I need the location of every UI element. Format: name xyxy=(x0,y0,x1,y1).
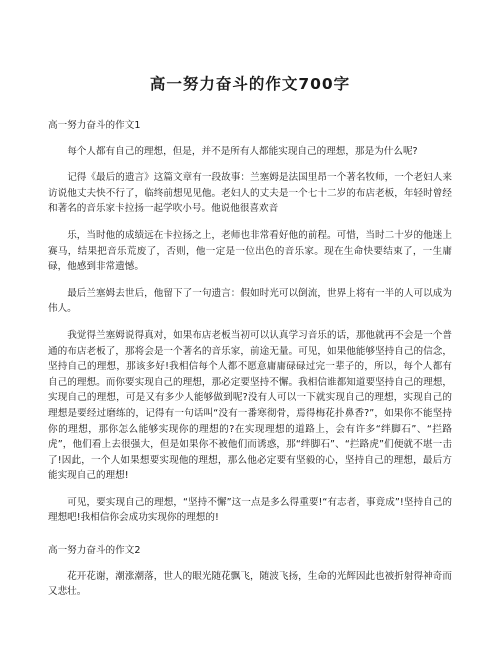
document-title: 高一努力奋斗的作文700字 xyxy=(149,75,351,93)
paragraph: 记得《最后的遗言》这篇文章有一段故事：兰塞姆是法国里昂一个著名牧师，一个老妇人来访说他丈夫快不行了，临终前想见见他。老妇人的丈夫是一个七十二岁的布店老板，年轻时曾经和著名的音乐家卡拉扬一起学吹小号。他说他很喜欢音 xyxy=(48,172,452,215)
paragraph: 乐，当时他的成绩远在卡拉扬之上，老师也非常看好他的前程。可惜，当时二十岁的他迷上赛马，结果把音乐荒废了，否则，他一定是一位出色的音乐家。现在生命快要结束了，一生庸碌，他感到非常遗憾。 xyxy=(48,229,452,273)
paragraph: 最后兰塞姆去世后，他留下了一句遗言：假如时光可以倒流，世界上将有一半的人可以成为伟人。 xyxy=(48,287,452,315)
paragraph: 花开花谢，潮涨潮落，世人的眼光随花飘飞，随波飞扬，生命的光辉因此也被折射得神奇而又悲壮。 xyxy=(48,570,452,598)
section-subtitle: 高一努力奋斗的作文2 xyxy=(48,545,141,557)
paragraph: 可见，要实现自己的理想，“坚持不懈”这一点是多么得重要!“有志者，事竟成”!坚持自己的理想吧!我相信你会成功实现你的理想的! xyxy=(48,496,452,524)
section-subtitle: 高一努力奋斗的作文1 xyxy=(48,120,141,131)
paragraph: 我觉得兰塞姆说得真对，如果布店老板当初可以认真学习音乐的话，那他就再不会是一个普通的布店老板了，那将会是一个著名的音乐家，前途无量。可见，如果他能够坚持自己的信念，坚持自己的理想，那该多好!我相信每个人都不愿意庸庸碌碌过完一辈子的，所以，每个人都有自己的理想。而你要实现自己的理想，那必定要坚持不懈。我相信谁都知道要坚持自己的理想，实现自己的理想，可是又有多少人能够做到呢?没有人可以一下就实现自己的理想，实现自己的理想是要经过磨练的，记得有一句话叫“没有一番寒彻骨，焉得梅花扑鼻香?”，如果你不能坚持你的理想，那你怎么能够实现你的理想的?在实现理想的道路上，会有许多“绊脚石”、“拦路虎”，他们看上去很强大，但是如果你不被他们而诱惑，那“绊脚石”、“拦路虎”们便就不堪一击了!因此，一个人如果想要实现他的理想，那么他必定要有坚毅的心，坚持自己的理想，最后方能实现自己的理想! xyxy=(48,329,452,482)
paragraph: 每个人都有自己的理想，但是，并不是所有人都能实现自己的理想，那是为什么呢? xyxy=(67,145,418,157)
document-body xyxy=(48,112,452,600)
